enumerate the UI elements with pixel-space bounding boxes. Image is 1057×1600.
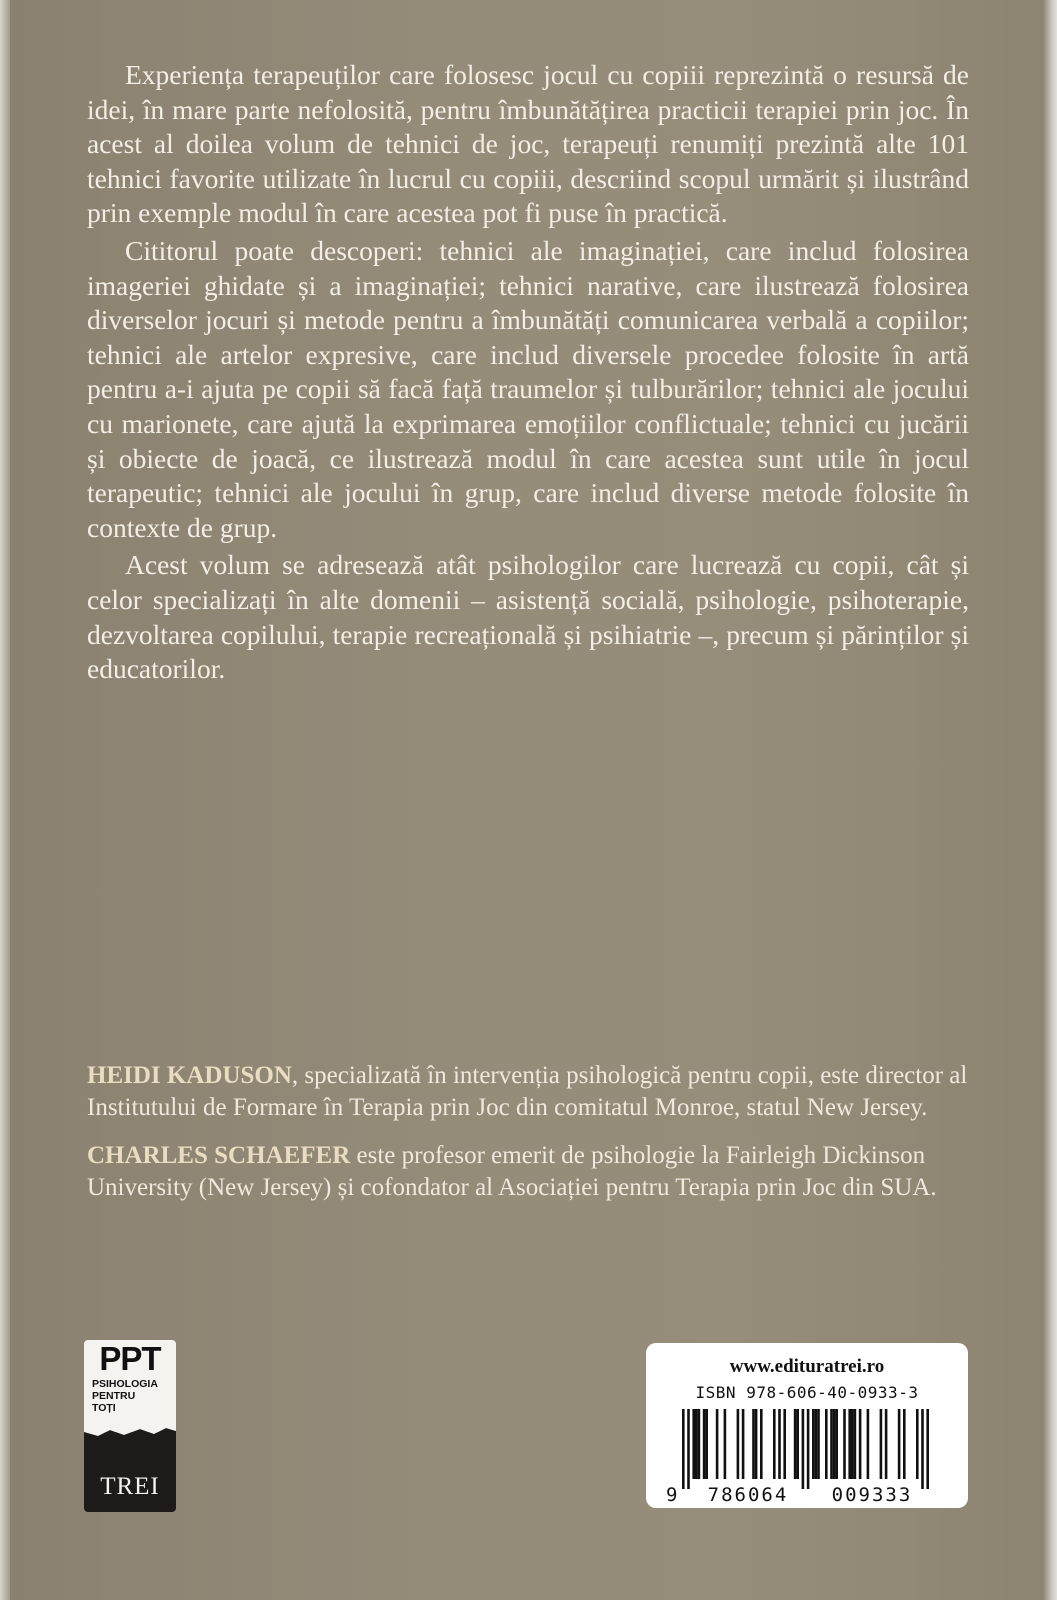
barcode-bar <box>807 1409 810 1489</box>
barcode-bar <box>778 1409 781 1479</box>
logo-torn-edge-icon <box>84 1418 176 1444</box>
author-bio-text-1: , specializată în intervenția psihologică pentru copii, este director al Institutului de Formare în Terapia prin Joc din comitatul Monroe, statul New Jersey. <box>87 1062 968 1121</box>
barcode-bar <box>926 1409 929 1489</box>
barcode-digit-first: 9 <box>666 1484 678 1505</box>
barcode-bar <box>687 1409 690 1489</box>
barcode-bar <box>830 1409 833 1479</box>
barcode-bar <box>815 1409 818 1479</box>
barcode-bar <box>825 1409 828 1479</box>
barcode-bar <box>695 1409 698 1479</box>
barcode-bar <box>833 1409 836 1479</box>
author-bio-2 <box>87 1140 969 1204</box>
barcode-digits-left: 786064 <box>707 1484 789 1505</box>
barcode-digits-right: 009333 <box>831 1484 913 1505</box>
barcode-bar <box>885 1409 888 1479</box>
author-bio-1 <box>87 1060 969 1124</box>
barcode-bar <box>880 1409 883 1479</box>
barcode-bar <box>724 1409 727 1479</box>
barcode-bar <box>851 1409 854 1479</box>
barcode-bar <box>698 1409 701 1479</box>
barcode-bar <box>752 1409 755 1479</box>
cover-left-edge <box>0 0 10 1600</box>
barcode-bar <box>859 1409 862 1479</box>
barcode-bar <box>916 1409 919 1479</box>
barcode-bar <box>867 1409 870 1479</box>
barcode-bar <box>755 1409 758 1479</box>
author-name-2: CHARLES SCHAEFER <box>87 1142 351 1169</box>
barcode-bar <box>692 1409 695 1479</box>
barcode-bar <box>812 1409 815 1479</box>
publisher-url: www.edituratrei.ro <box>729 1356 885 1377</box>
barcode-bar <box>835 1409 838 1479</box>
barcode-panel <box>646 1343 968 1508</box>
author-name-1: HEIDI KADUSON <box>87 1062 292 1089</box>
barcode-bar <box>903 1409 906 1479</box>
publisher-logo <box>84 1340 176 1512</box>
author-bio-text-2: este profesor emerit de psihologie la Fairleigh Dickinson University (New Jersey) și cofondator al Asociației pentru Terapia prin Joc din SUA. <box>87 1142 937 1201</box>
barcode-bar <box>682 1409 685 1489</box>
barcode-bar <box>854 1409 857 1479</box>
barcode-bar <box>898 1409 901 1479</box>
publisher-name: TREI <box>100 1473 160 1500</box>
barcode-bars <box>682 1409 929 1489</box>
barcode-bar <box>760 1409 763 1479</box>
barcode-bar <box>843 1409 846 1479</box>
barcode-bar <box>802 1409 805 1489</box>
barcode-bar <box>703 1409 706 1479</box>
barcode-bar <box>742 1409 745 1479</box>
cover-right-edge <box>1043 0 1057 1600</box>
barcode-bar <box>716 1409 719 1479</box>
logo-subtitle-line-2: PENTRU <box>92 1390 136 1402</box>
logo-subtitle <box>92 1378 172 1414</box>
book-description <box>87 58 969 690</box>
barcode-bar <box>773 1409 776 1479</box>
barcode <box>660 1407 950 1505</box>
barcode-bar <box>848 1409 851 1479</box>
barcode-bar <box>817 1409 820 1479</box>
logo-mark: PPT <box>99 1340 161 1377</box>
logo-subtitle-line-1: PSIHOLOGIA <box>92 1378 158 1390</box>
description-paragraph-3: Acest volum se adresează atât psihologilor care lucrează cu copii, cât și celor specializați în alte domenii – asistență socială, psihologie, psihoterapie, dezvoltarea copilului, terapie recreațională și psihiatrie –, precum și părinților și educatorilor. <box>87 549 969 685</box>
logo-subtitle-line-3: TOȚI <box>92 1402 116 1414</box>
description-paragraph-1: Experiența terapeuților care folosesc jocul cu copiii reprezintă o resursă de idei, în mare parte nefolosită, pentru îmbunătățirea practicii terapiei prin joc. În acest al doilea volum de tehnici de joc, terapeuți renumiți prezintă alte 101 tehnici favorite utilizate în lucrul cu copiii, descriind scopul urmărit și ilustrând prin exemple modul în care acestea pot fi puse în practică. <box>87 59 969 229</box>
isbn-label: ISBN 978-606-40-0933-3 <box>695 1383 919 1402</box>
barcode-bar <box>783 1409 786 1479</box>
description-paragraph-2: Cititorul poate descoperi: tehnici ale imaginației, care includ folosirea imageriei ghidate și a imaginației; tehnici narative, care ilustrează folosirea diverselor jocuri și metode pentru a îmbunătăți comunicarea verbală a copiilor; tehnici ale artelor expresive, care includ diversele procedee folosite în artă pentru a-i ajuta pe copii să facă față traumelor și tulburărilor; tehnici ale jocului cu marionete, care ajută la exprimarea emoțiilor conflictuale; tehnici cu jucării și obiecte de joacă, ce ilustrează modul în care acestea sunt utile în jocul terapeutic; tehnici ale jocului în grup, care includ diverse metode folosite în contexte de grup. <box>87 234 969 543</box>
author-bios <box>87 1060 969 1220</box>
barcode-bar <box>737 1409 740 1479</box>
barcode-bar <box>794 1409 797 1479</box>
barcode-bar <box>705 1409 708 1479</box>
barcode-bar <box>796 1409 799 1479</box>
barcode-bar <box>921 1409 924 1489</box>
